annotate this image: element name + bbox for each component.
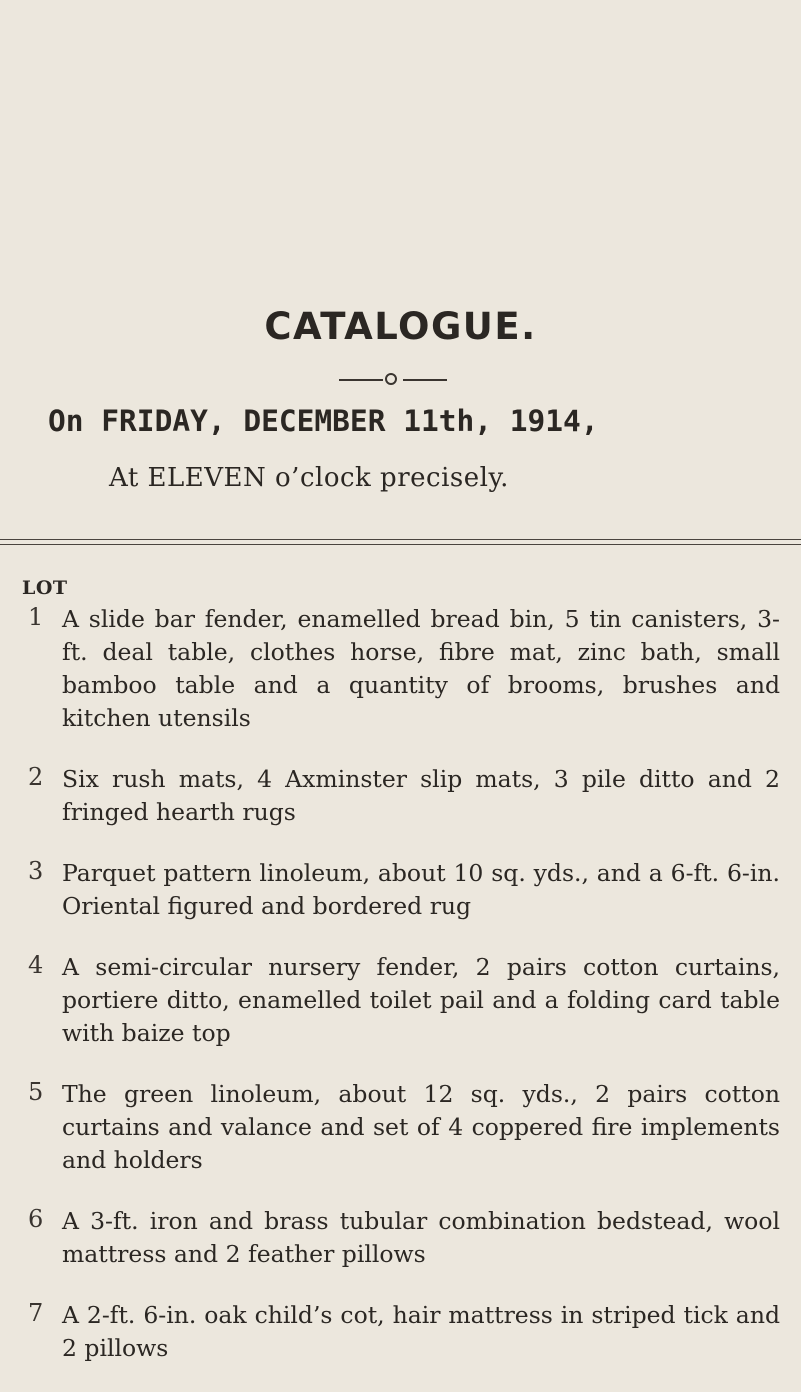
page-title: CATALOGUE.	[264, 305, 537, 348]
lot-description: Parquet pattern linoleum, about 10 sq. yds., and a 6-ft. 6-in. Oriental figured and bordered rug	[62, 859, 780, 920]
lot-description: A 2-ft. 6-in. oak child’s cot, hair mattress in striped tick and 2 pillows	[62, 1301, 780, 1362]
lot-number: 3	[28, 857, 44, 885]
section-divider	[0, 539, 801, 545]
lot-number: 4	[28, 951, 44, 979]
lot-number: 2	[28, 763, 44, 791]
divider-ring	[385, 373, 397, 385]
divider-line-left	[339, 379, 383, 381]
lot-description: Six rush mats, 4 Axminster slip mats, 3 pile ditto and 2 fringed hearth rugs	[62, 765, 780, 826]
lot-number: 5	[28, 1078, 44, 1106]
lot-description: The green linoleum, about 12 sq. yds., 2 pairs cotton curtains and valance and set of 4 coppered fire implements and holders	[62, 1080, 780, 1174]
lot-description: A semi-circular nursery fender, 2 pairs cotton curtains, portiere ditto, enamelled toilet pail and a folding card table with baize top	[62, 953, 780, 1047]
ornamental-divider	[339, 373, 447, 387]
lot-number: 1	[28, 603, 44, 631]
lot-number: 7	[28, 1299, 44, 1327]
lot-description: A slide bar fender, enamelled bread bin, 5 tin canisters, 3-ft. deal table, clothes horse, fibre mat, zinc bath, small bamboo table and a quantity of brooms, brushes and kitchen utensils	[62, 605, 780, 732]
lot-description: A 3-ft. iron and brass tubular combination bedstead, wool mattress and 2 feather pillows	[62, 1207, 780, 1268]
lot-number: 6	[28, 1205, 44, 1233]
sale-time: At ELEVEN o’clock precisely.	[109, 463, 509, 493]
sale-date: On FRIDAY, DECEMBER 11th, 1914,	[48, 404, 599, 438]
divider-line-right	[403, 379, 447, 381]
lot-column-heading: LOT	[22, 577, 68, 599]
